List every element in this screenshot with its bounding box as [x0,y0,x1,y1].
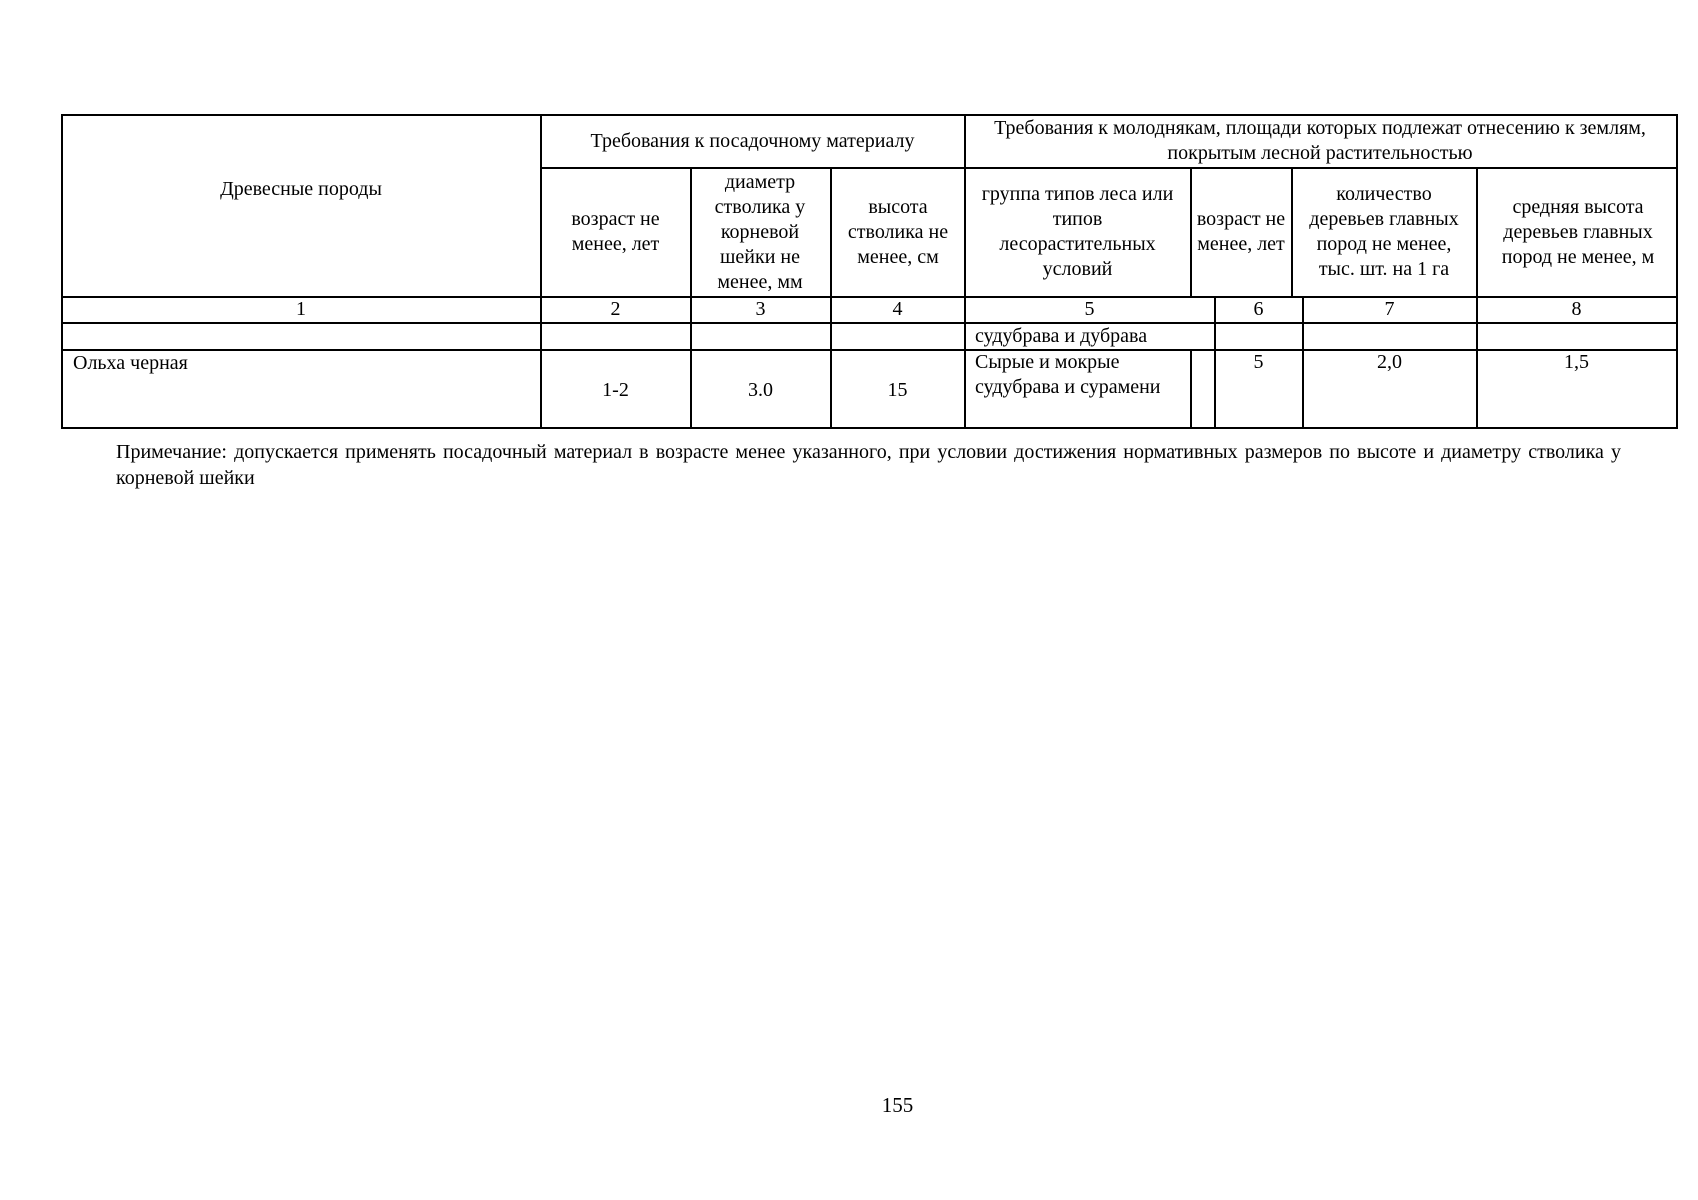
header-age: возраст не менее, лет [571,208,660,255]
table-row-2-age: 1-2 [602,378,629,401]
header-avg-height: средняя высота деревьев главных пород не менее, м [1501,195,1655,268]
table-row-2-forest-type: Сырые и мокрые судубрава и сурамени [975,351,1161,398]
table-row-2-young-age: 5 [1253,351,1264,373]
table-row-2-height: 15 [887,378,908,401]
col-divider-7-header [1291,167,1293,296]
table-row-2-species: Ольха черная [73,352,188,374]
table-border-left [61,114,63,428]
table-row-1-forest-type: судубрава и дубрава [975,324,1148,347]
header-diameter: диаметр стволика у корневой шейки не менее, мм [714,170,806,293]
header-planting-material: Требования к посадочному материалу [590,129,915,152]
column-number-7: 7 [1384,298,1395,320]
col-divider-5-header [1190,167,1192,296]
table-border-bottom [61,427,1678,429]
header-tree-count: количество деревьев главных пород не менее, тыс. шт. на 1 га [1309,183,1459,280]
column-numbers-bottom-line [61,322,1678,324]
header-species: Древесные породы [220,178,382,200]
header-forest-type: группа типов леса или типов лесорастительных условий [981,183,1174,280]
table-border-right [1676,114,1678,428]
table-note: Примечание: допускается применять посадочный материал в возрасте менее указанного, при условии достижения нормативных размеров по высоте и диаметру стволика у корневой шейки [116,441,1621,489]
column-number-2: 2 [610,298,621,320]
header-young-stands: Требования к молоднякам, площади которых подлежат отнесению к землям, покрытым лесной растительностью [994,117,1646,164]
column-number-6: 6 [1253,298,1264,320]
column-number-1: 1 [296,298,306,320]
column-number-4: 4 [892,298,903,320]
table-row-2-diameter: 3.0 [748,378,773,401]
col-divider-4 [964,114,966,428]
column-number-5: 5 [1084,298,1095,320]
header-height: высота стволика не менее, см [847,195,949,268]
column-number-8: 8 [1571,298,1582,320]
header-young-age: возраст не менее, лет [1196,208,1286,255]
table-row-2-avg-height: 1,5 [1564,351,1589,373]
page-number: 155 [881,1093,914,1117]
col-divider-5-inner [1190,349,1192,428]
table-row-2-tree-count: 2,0 [1377,351,1402,373]
column-number-3: 3 [755,298,766,320]
